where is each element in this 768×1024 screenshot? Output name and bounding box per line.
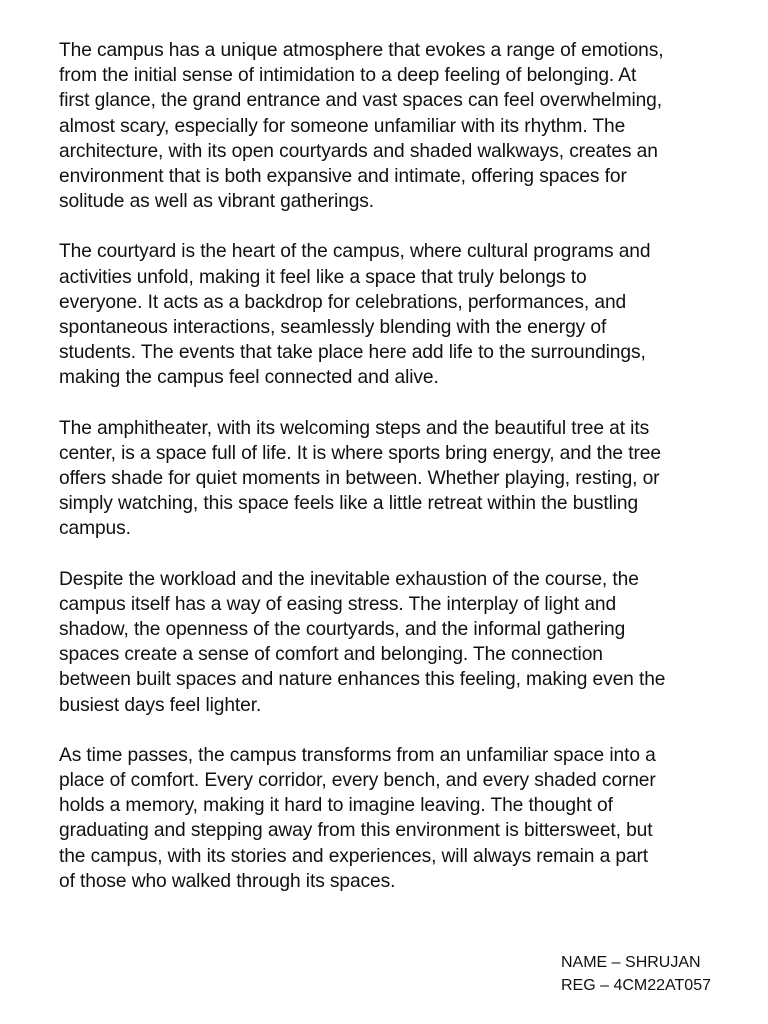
paragraph-5 xyxy=(59,743,731,894)
text-line: place of comfort. Every corridor, every bench, and every shaded corner xyxy=(59,770,656,792)
text-line: of those who walked through its spaces. xyxy=(59,870,396,892)
text-line: spaces create a sense of comfort and belonging. The connection xyxy=(59,644,603,666)
paragraph-1 xyxy=(59,38,731,214)
text-line: graduating and stepping away from this environment is bittersweet, but xyxy=(59,820,653,842)
text-line: the campus, with its stories and experiences, will always remain a part xyxy=(59,845,649,867)
text-line: spontaneous interactions, seamlessly blending with the energy of xyxy=(59,317,607,339)
text-line: Despite the workload and the inevitable exhaustion of the course, the xyxy=(59,568,639,590)
text-line: offers shade for quiet moments in between. Whether playing, resting, or xyxy=(59,468,660,490)
text-line: first glance, the grand entrance and vast spaces can feel overwhelming, xyxy=(59,90,662,112)
text-line: solitude as well as vibrant gatherings. xyxy=(59,191,374,213)
text-line: campus. xyxy=(59,518,131,540)
text-line: from the initial sense of intimidation to a deep feeling of belonging. At xyxy=(59,65,637,87)
text-line: shadow, the openness of the courtyards, and the informal gathering xyxy=(59,619,626,641)
text-line: between built spaces and nature enhances this feeling, making even the xyxy=(59,669,666,691)
text-line: almost scary, especially for someone unfamiliar with its rhythm. The xyxy=(59,115,626,137)
text-line: making the campus feel connected and alive. xyxy=(59,367,439,389)
text-line: students. The events that take place here add life to the surroundings, xyxy=(59,342,646,364)
text-line: activities unfold, making it feel like a space that truly belongs to xyxy=(59,266,587,288)
text-line: busiest days feel lighter. xyxy=(59,694,262,716)
text-line: environment that is both expansive and intimate, offering spaces for xyxy=(59,166,627,188)
paragraph-3 xyxy=(59,416,731,542)
text-line: The courtyard is the heart of the campus, where cultural programs and xyxy=(59,241,651,263)
paragraph-4 xyxy=(59,567,731,718)
registration-number: REG – 4CM22AT057 xyxy=(561,977,711,994)
signature-block xyxy=(561,951,711,997)
text-line: holds a memory, making it hard to imagine leaving. The thought of xyxy=(59,795,613,817)
text-line: simply watching, this space feels like a little retreat within the bustling xyxy=(59,493,639,515)
text-line: everyone. It acts as a backdrop for celebrations, performances, and xyxy=(59,291,627,313)
paragraph-2 xyxy=(59,239,731,390)
author-name: NAME – SHRUJAN xyxy=(561,954,701,971)
text-line: As time passes, the campus transforms from an unfamiliar space into a xyxy=(59,744,656,766)
text-line: architecture, with its open courtyards and shaded walkways, creates an xyxy=(59,140,658,162)
text-line: The amphitheater, with its welcoming steps and the beautiful tree at its xyxy=(59,417,650,439)
text-line: center, is a space full of life. It is where sports bring energy, and the tree xyxy=(59,442,661,464)
essay-body xyxy=(59,38,731,919)
text-line: campus itself has a way of easing stress. The interplay of light and xyxy=(59,593,617,615)
text-line: The campus has a unique atmosphere that evokes a range of emotions, xyxy=(59,40,664,61)
